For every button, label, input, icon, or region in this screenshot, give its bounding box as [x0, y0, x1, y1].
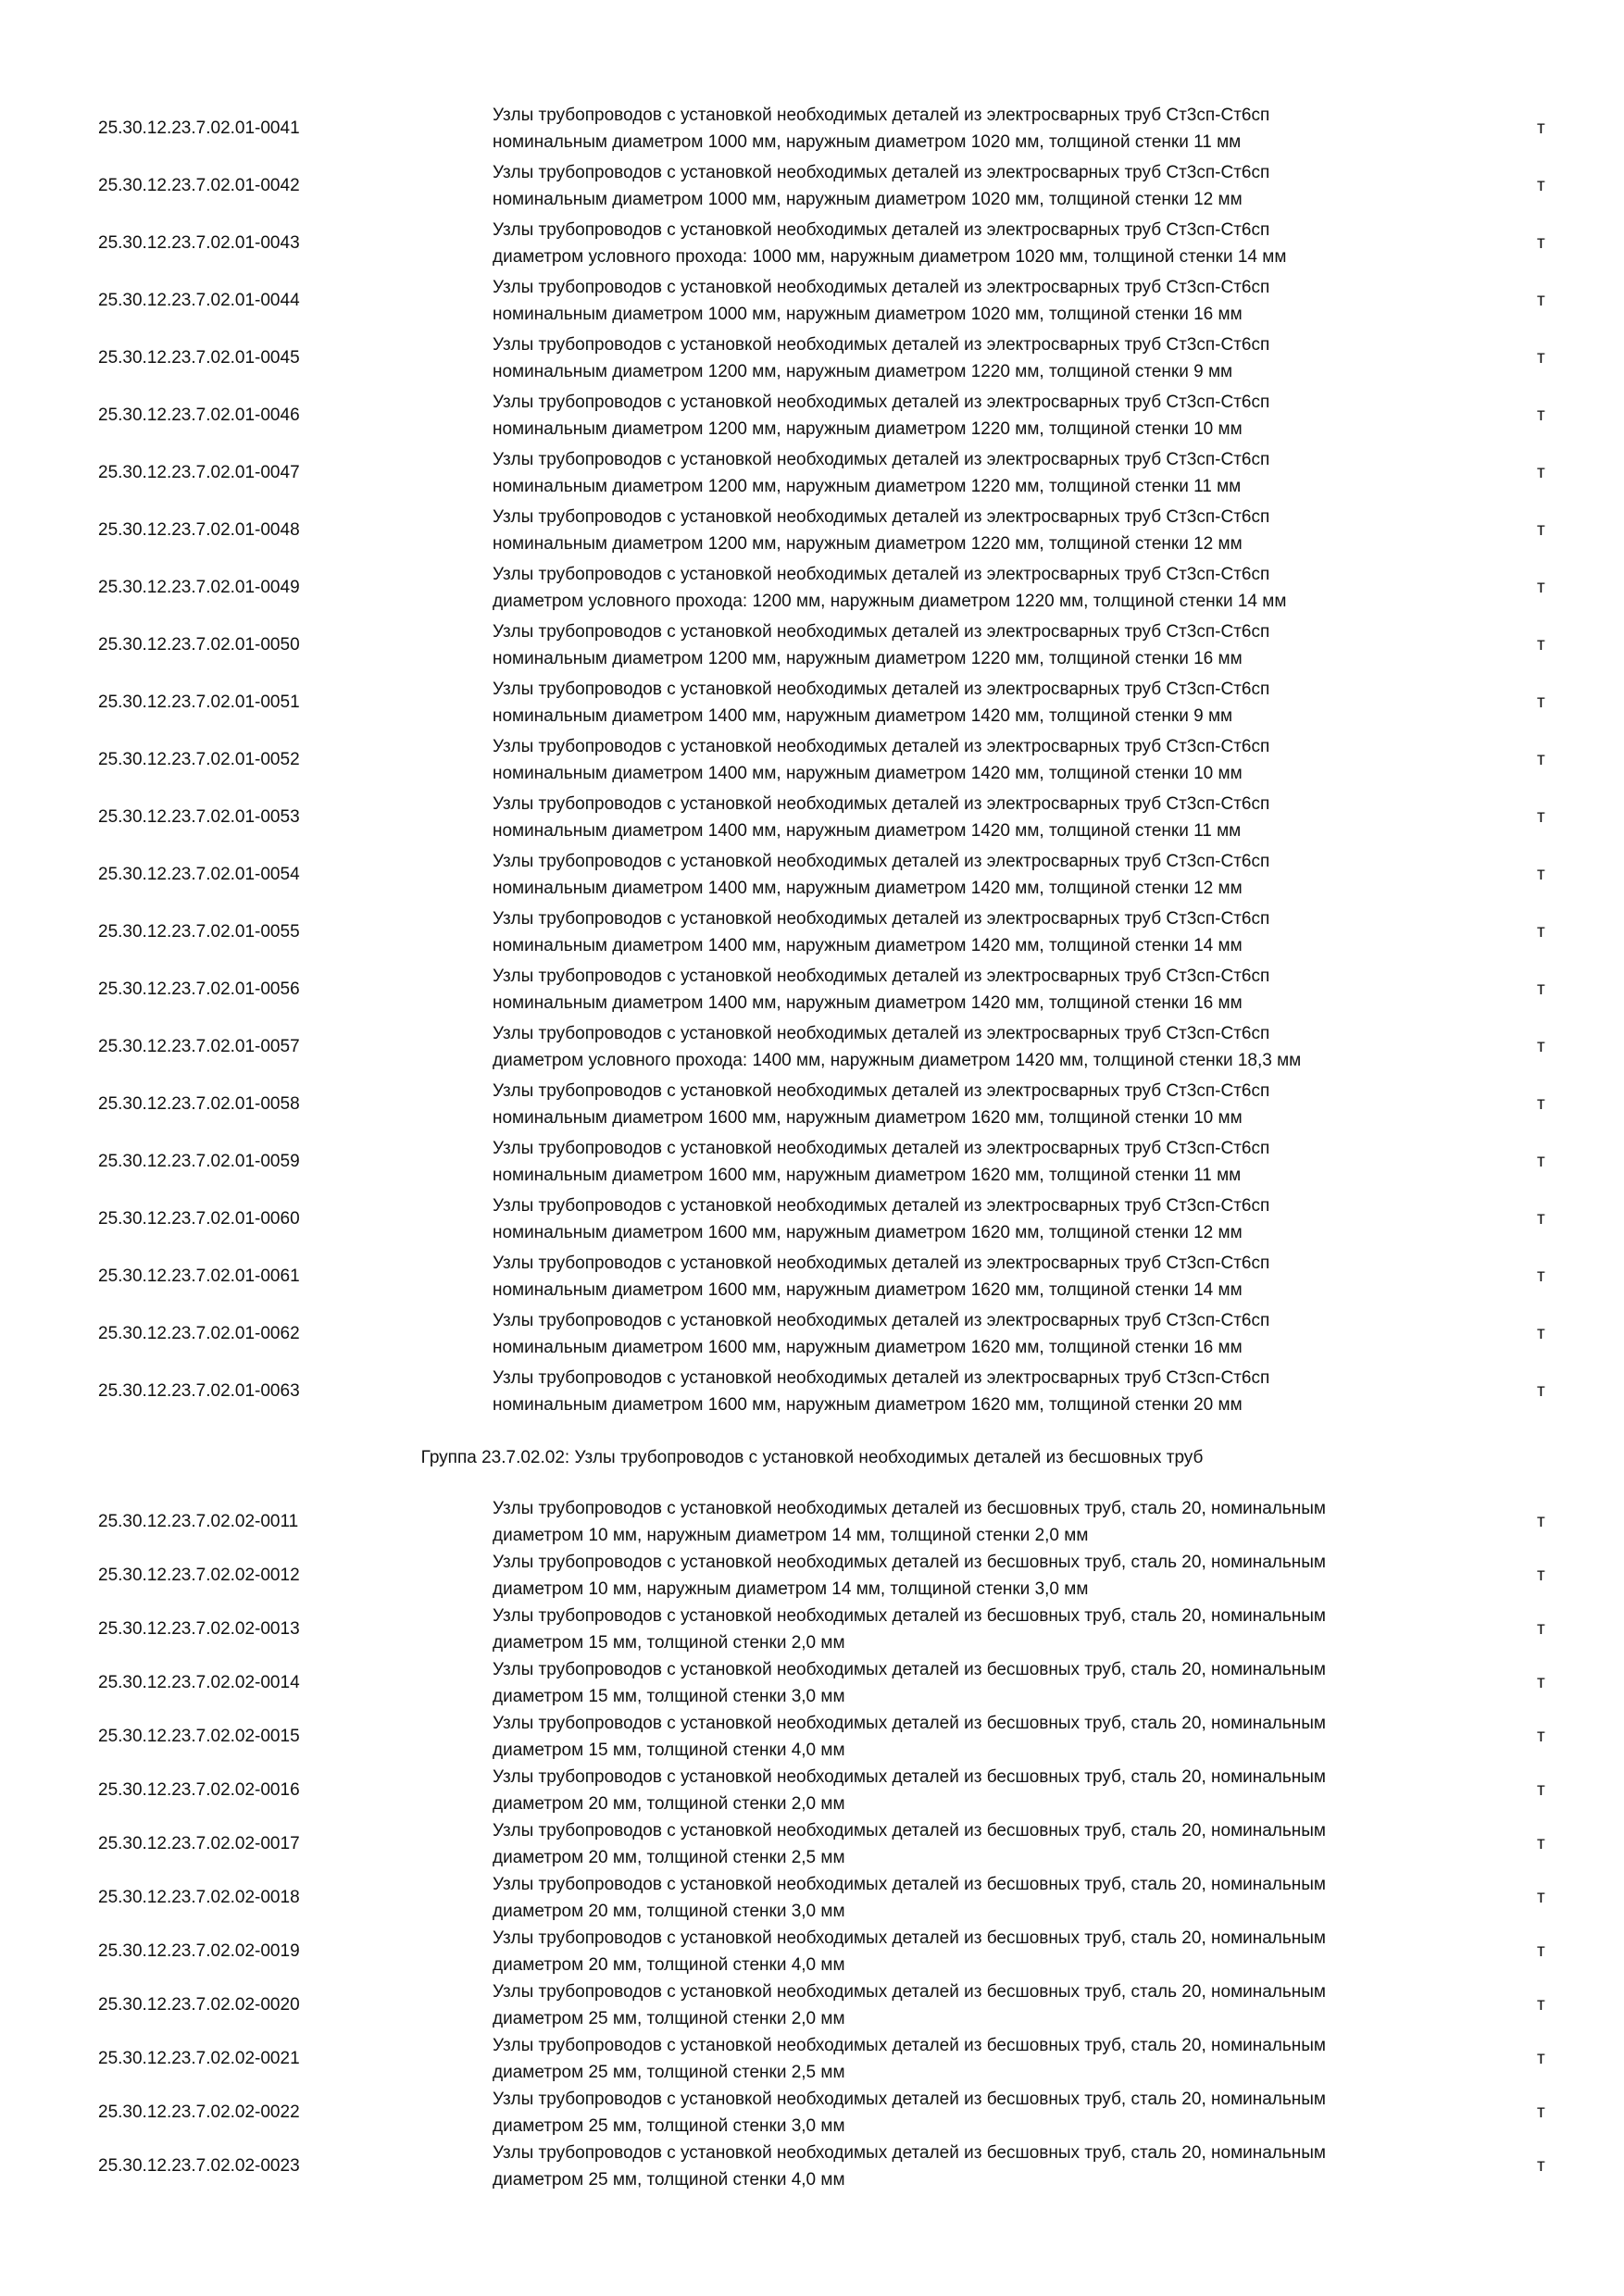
unit-of-measure: т: [1537, 291, 1545, 310]
unit-of-measure: т: [1537, 1209, 1545, 1229]
table-row: [0, 1816, 1624, 1873]
resource-description: Узлы трубопроводов с установкой необходимых деталей из электросварных труб Ст3сп-Ст6сп номинальным диаметром 1400 мм, наружным диаметром 1420 мм, толщиной стенки 10 мм: [493, 737, 1270, 783]
resource-description: Узлы трубопроводов с установкой необходимых деталей из электросварных труб Ст3сп-Ст6сп номинальным диаметром 1400 мм, наружным диаметром 1420 мм, толщиной стенки 12 мм: [493, 852, 1270, 898]
table-row: [0, 1977, 1624, 2034]
resource-description: Узлы трубопроводов с установкой необходимых деталей из бесшовных труб, сталь 20, номинальным диаметром 20 мм, толщиной стенки 4,0 мм: [493, 1928, 1326, 1975]
resource-code: 25.30.12.23.7.02.02-0011: [98, 1512, 299, 1531]
resource-description: Узлы трубопроводов с установкой необходимых деталей из электросварных труб Ст3сп-Ст6сп номинальным диаметром 1600 мм, наружным диаметром 1620 мм, толщиной стенки 11 мм: [493, 1139, 1270, 1185]
unit-of-measure: т: [1537, 1267, 1545, 1286]
resource-description: Узлы трубопроводов с установкой необходимых деталей из бесшовных труб, сталь 20, номинальным диаметром 15 мм, толщиной стенки 2,0 мм: [493, 1606, 1326, 1653]
resource-code: 25.30.12.23.7.02.02-0021: [98, 2049, 300, 2068]
resource-code: 25.30.12.23.7.02.02-0019: [98, 1941, 300, 1961]
table-row: [0, 1708, 1624, 1766]
table-row: [0, 674, 1624, 731]
table-row: [0, 502, 1624, 559]
resource-description: Узлы трубопроводов с установкой необходимых деталей из электросварных труб Ст3сп-Ст6сп номинальным диаметром 1600 мм, наружным диаметром 1620 мм, толщиной стенки 16 мм: [493, 1311, 1270, 1357]
resource-description: Узлы трубопроводов с установкой необходимых деталей из бесшовных труб, сталь 20, номинальным диаметром 25 мм, толщиной стенки 3,0 мм: [493, 2090, 1326, 2136]
table-row: [0, 157, 1624, 215]
table-row: [0, 1601, 1624, 1658]
resource-description: Узлы трубопроводов с установкой необходимых деталей из бесшовных труб, сталь 20, номинальным диаметром 15 мм, толщиной стенки 4,0 мм: [493, 1714, 1326, 1760]
unit-of-measure: т: [1537, 1941, 1545, 1961]
resource-code: 25.30.12.23.7.02.01-0047: [98, 463, 300, 482]
resource-description: Узлы трубопроводов с установкой необходимых деталей из бесшовных труб, сталь 20, номинальным диаметром 15 мм, толщиной стенки 3,0 мм: [493, 1660, 1326, 1706]
resource-description: Узлы трубопроводов с установкой необходимых деталей из электросварных труб Ст3сп-Ст6сп номинальным диаметром 1200 мм, наружным диаметром 1220 мм, толщиной стенки 9 мм: [493, 335, 1270, 381]
resource-code: 25.30.12.23.7.02.02-0015: [98, 1727, 300, 1746]
unit-of-measure: т: [1537, 233, 1545, 253]
resource-description: Узлы трубопроводов с установкой необходимых деталей из электросварных труб Ст3сп-Ст6сп номинальным диаметром 1600 мм, наружным диаметром 1620 мм, толщиной стенки 12 мм: [493, 1196, 1270, 1242]
unit-of-measure: т: [1537, 1780, 1545, 1800]
unit-of-measure: т: [1537, 119, 1545, 138]
resource-code: 25.30.12.23.7.02.02-0022: [98, 2103, 300, 2122]
table-row: [0, 1493, 1624, 1551]
table-row: [0, 1363, 1624, 1420]
resource-description: Узлы трубопроводов с установкой необходимых деталей из электросварных труб Ст3сп-Ст6сп номинальным диаметром 1400 мм, наружным диаметром 1420 мм, толщиной стенки 9 мм: [493, 680, 1270, 726]
unit-of-measure: т: [1537, 578, 1545, 597]
resource-code: 25.30.12.23.7.02.02-0016: [98, 1780, 300, 1800]
resource-description: Узлы трубопроводов с установкой необходимых деталей из электросварных труб Ст3сп-Ст6сп номинальным диаметром 1200 мм, наружным диаметром 1220 мм, толщиной стенки 11 мм: [493, 450, 1270, 496]
resource-code: 25.30.12.23.7.02.01-0041: [98, 119, 300, 138]
resource-code: 25.30.12.23.7.02.02-0020: [98, 1995, 300, 2015]
resource-code: 25.30.12.23.7.02.02-0017: [98, 1834, 300, 1853]
resource-code: 25.30.12.23.7.02.01-0052: [98, 750, 300, 769]
table-row: [0, 100, 1624, 157]
resource-code: 25.30.12.23.7.02.02-0023: [98, 2156, 300, 2176]
table-row: [0, 1248, 1624, 1305]
unit-of-measure: т: [1537, 635, 1545, 655]
unit-of-measure: т: [1537, 693, 1545, 712]
table-row: [0, 1305, 1624, 1363]
resource-code: 25.30.12.23.7.02.01-0051: [98, 693, 300, 712]
unit-of-measure: т: [1537, 463, 1545, 482]
resource-description: Узлы трубопроводов с установкой необходимых деталей из электросварных труб Ст3сп-Ст6сп номинальным диаметром 1600 мм, наружным диаметром 1620 мм, толщиной стенки 14 мм: [493, 1254, 1270, 1300]
resource-code: 25.30.12.23.7.02.01-0061: [98, 1267, 300, 1286]
resource-code: 25.30.12.23.7.02.01-0050: [98, 635, 300, 655]
resource-code: 25.30.12.23.7.02.02-0014: [98, 1673, 300, 1692]
table-row: [0, 1869, 1624, 1927]
resource-code: 25.30.12.23.7.02.02-0013: [98, 1619, 300, 1639]
resource-description: Узлы трубопроводов с установкой необходимых деталей из электросварных труб Ст3сп-Ст6сп номинальным диаметром 1200 мм, наружным диаметром 1220 мм, толщиной стенки 12 мм: [493, 507, 1270, 554]
table-row: [0, 904, 1624, 961]
resource-description: Узлы трубопроводов с установкой необходимых деталей из бесшовных труб, сталь 20, номинальным диаметром 25 мм, толщиной стенки 2,5 мм: [493, 2036, 1326, 2082]
unit-of-measure: т: [1537, 1037, 1545, 1056]
unit-of-measure: т: [1537, 406, 1545, 425]
resource-description: Узлы трубопроводов с установкой необходимых деталей из электросварных труб Ст3сп-Ст6сп номинальным диаметром 1000 мм, наружным диаметром 1020 мм, толщиной стенки 11 мм: [493, 106, 1270, 152]
table-row: [0, 2138, 1624, 2195]
table-row: [0, 1191, 1624, 1248]
resource-code: 25.30.12.23.7.02.01-0053: [98, 807, 300, 827]
table-row: [0, 444, 1624, 502]
resource-code: 25.30.12.23.7.02.01-0043: [98, 233, 300, 253]
resource-description: Узлы трубопроводов с установкой необходимых деталей из бесшовных труб, сталь 20, номинальным диаметром 20 мм, толщиной стенки 2,0 мм: [493, 1767, 1326, 1814]
resource-description: Узлы трубопроводов с установкой необходимых деталей из электросварных труб Ст3сп-Ст6сп номинальным диаметром 1000 мм, наружным диаметром 1020 мм, толщиной стенки 12 мм: [493, 163, 1270, 209]
resource-description: Узлы трубопроводов с установкой необходимых деталей из бесшовных труб, сталь 20, номинальным диаметром 25 мм, толщиной стенки 4,0 мм: [493, 2143, 1326, 2190]
unit-of-measure: т: [1537, 1834, 1545, 1853]
resource-code: 25.30.12.23.7.02.01-0056: [98, 980, 300, 999]
table-row: [0, 330, 1624, 387]
table-row: [0, 961, 1624, 1018]
table-row: [0, 731, 1624, 789]
unit-of-measure: т: [1537, 2103, 1545, 2122]
resource-code: 25.30.12.23.7.02.01-0054: [98, 865, 300, 884]
resource-code: 25.30.12.23.7.02.01-0049: [98, 578, 300, 597]
resource-code: 25.30.12.23.7.02.01-0059: [98, 1152, 300, 1171]
resource-code: 25.30.12.23.7.02.01-0055: [98, 922, 300, 942]
resource-code: 25.30.12.23.7.02.01-0048: [98, 520, 300, 540]
unit-of-measure: т: [1537, 1381, 1545, 1401]
resource-code: 25.30.12.23.7.02.01-0044: [98, 291, 300, 310]
resource-description: Узлы трубопроводов с установкой необходимых деталей из электросварных труб Ст3сп-Ст6сп номинальным диаметром 1200 мм, наружным диаметром 1220 мм, толщиной стенки 16 мм: [493, 622, 1270, 668]
resource-description: Узлы трубопроводов с установкой необходимых деталей из бесшовных труб, сталь 20, номинальным диаметром 20 мм, толщиной стенки 3,0 мм: [493, 1875, 1326, 1921]
table-row: [0, 617, 1624, 674]
unit-of-measure: т: [1537, 1727, 1545, 1746]
unit-of-measure: т: [1537, 1619, 1545, 1639]
table-row: [0, 1076, 1624, 1133]
resource-description: Узлы трубопроводов с установкой необходимых деталей из электросварных труб Ст3сп-Ст6сп номинальным диаметром 1000 мм, наружным диаметром 1020 мм, толщиной стенки 16 мм: [493, 278, 1270, 324]
resource-description: Узлы трубопроводов с установкой необходимых деталей из бесшовных труб, сталь 20, номинальным диаметром 25 мм, толщиной стенки 2,0 мм: [493, 1982, 1326, 2028]
unit-of-measure: т: [1537, 807, 1545, 827]
unit-of-measure: т: [1537, 1094, 1545, 1114]
table-row: [0, 789, 1624, 846]
table-row: [0, 1654, 1624, 1712]
resource-description: Узлы трубопроводов с установкой необходимых деталей из бесшовных труб, сталь 20, номинальным диаметром 10 мм, наружным диаметром 14 мм, толщиной стенки 3,0 мм: [493, 1553, 1326, 1599]
unit-of-measure: т: [1537, 865, 1545, 884]
table-row: [0, 559, 1624, 617]
unit-of-measure: т: [1537, 750, 1545, 769]
unit-of-measure: т: [1537, 520, 1545, 540]
unit-of-measure: т: [1537, 1566, 1545, 1585]
resource-description: Узлы трубопроводов с установкой необходимых деталей из электросварных труб Ст3сп-Ст6сп диаметром условного прохода: 1400 мм, наружным диаметром 1420 мм, толщиной стенки 18,3 мм: [493, 1024, 1302, 1070]
resource-description: Узлы трубопроводов с установкой необходимых деталей из электросварных труб Ст3сп-Ст6сп номинальным диаметром 1400 мм, наружным диаметром 1420 мм, толщиной стенки 16 мм: [493, 967, 1270, 1013]
unit-of-measure: т: [1537, 2156, 1545, 2176]
unit-of-measure: т: [1537, 980, 1545, 999]
unit-of-measure: т: [1537, 922, 1545, 942]
resource-description: Узлы трубопроводов с установкой необходимых деталей из электросварных труб Ст3сп-Ст6сп номинальным диаметром 1400 мм, наружным диаметром 1420 мм, толщиной стенки 14 мм: [493, 909, 1270, 955]
unit-of-measure: т: [1537, 1152, 1545, 1171]
resource-code: 25.30.12.23.7.02.01-0045: [98, 348, 300, 368]
table-row: [0, 1133, 1624, 1191]
resource-description: Узлы трубопроводов с установкой необходимых деталей из электросварных труб Ст3сп-Ст6сп диаметром условного прохода: 1000 мм, наружным диаметром 1020 мм, толщиной стенки 14 мм: [493, 220, 1287, 267]
unit-of-measure: т: [1537, 1324, 1545, 1343]
table-row: [0, 272, 1624, 330]
resource-code: 25.30.12.23.7.02.01-0058: [98, 1094, 300, 1114]
resource-code: 25.30.12.23.7.02.01-0042: [98, 176, 300, 195]
table-row: [0, 1547, 1624, 1604]
table-row: [0, 215, 1624, 272]
resource-code: 25.30.12.23.7.02.02-0012: [98, 1566, 300, 1585]
unit-of-measure: т: [1537, 1995, 1545, 2015]
resource-code: 25.30.12.23.7.02.01-0060: [98, 1209, 300, 1229]
resource-description: Узлы трубопроводов с установкой необходимых деталей из электросварных труб Ст3сп-Ст6сп номинальным диаметром 1400 мм, наружным диаметром 1420 мм, толщиной стенки 11 мм: [493, 794, 1270, 841]
unit-of-measure: т: [1537, 176, 1545, 195]
unit-of-measure: т: [1537, 1512, 1545, 1531]
unit-of-measure: т: [1537, 1888, 1545, 1907]
resource-code: 25.30.12.23.7.02.02-0018: [98, 1888, 300, 1907]
resource-description: Узлы трубопроводов с установкой необходимых деталей из бесшовных труб, сталь 20, номинальным диаметром 20 мм, толщиной стенки 2,5 мм: [493, 1821, 1326, 1867]
resource-code: 25.30.12.23.7.02.01-0063: [98, 1381, 300, 1401]
table-row: [0, 387, 1624, 444]
unit-of-measure: т: [1537, 348, 1545, 368]
table-row: [0, 1923, 1624, 1980]
resource-code: 25.30.12.23.7.02.01-0057: [98, 1037, 300, 1056]
table-row: [0, 2030, 1624, 2088]
resource-description: Узлы трубопроводов с установкой необходимых деталей из электросварных труб Ст3сп-Ст6сп диаметром условного прохода: 1200 мм, наружным диаметром 1220 мм, толщиной стенки 14 мм: [493, 565, 1287, 611]
resource-description: Узлы трубопроводов с установкой необходимых деталей из бесшовных труб, сталь 20, номинальным диаметром 10 мм, наружным диаметром 14 мм, толщиной стенки 2,0 мм: [493, 1499, 1326, 1545]
unit-of-measure: т: [1537, 1673, 1545, 1692]
resource-code: 25.30.12.23.7.02.01-0046: [98, 406, 300, 425]
table-row: [0, 846, 1624, 904]
table-row: [0, 1762, 1624, 1819]
table-row: [0, 1018, 1624, 1076]
resource-description: Узлы трубопроводов с установкой необходимых деталей из электросварных труб Ст3сп-Ст6сп номинальным диаметром 1200 мм, наружным диаметром 1220 мм, толщиной стенки 10 мм: [493, 393, 1270, 439]
group-heading: Группа 23.7.02.02: Узлы трубопроводов с установкой необходимых деталей из бесшовных труб: [420, 1448, 1204, 1467]
table-row: [0, 2084, 1624, 2141]
resource-code: 25.30.12.23.7.02.01-0062: [98, 1324, 300, 1343]
resource-description: Узлы трубопроводов с установкой необходимых деталей из электросварных труб Ст3сп-Ст6сп номинальным диаметром 1600 мм, наружным диаметром 1620 мм, толщиной стенки 20 мм: [493, 1368, 1270, 1415]
unit-of-measure: т: [1537, 2049, 1545, 2068]
resource-description: Узлы трубопроводов с установкой необходимых деталей из электросварных труб Ст3сп-Ст6сп номинальным диаметром 1600 мм, наружным диаметром 1620 мм, толщиной стенки 10 мм: [493, 1081, 1270, 1128]
